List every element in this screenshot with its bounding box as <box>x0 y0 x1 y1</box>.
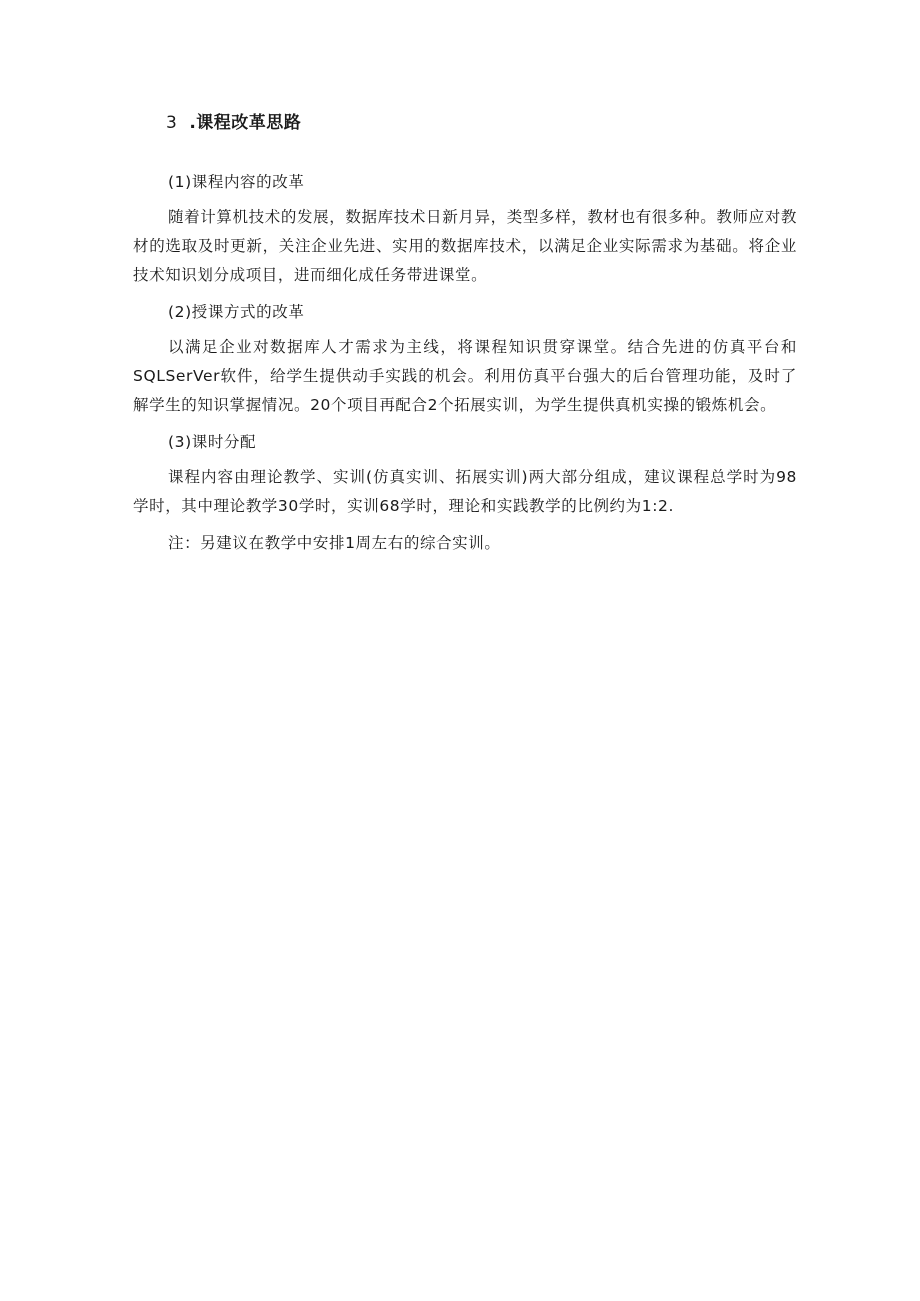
section-number: 3 <box>166 113 178 133</box>
subheading-teaching-method: (2)授课方式的改革 <box>168 303 305 321</box>
paragraph-note: 注：另建议在教学中安排1周左右的综合实训。 <box>168 534 501 552</box>
subheading-class-hours: (3)课时分配 <box>168 433 257 451</box>
paragraph-class-hours: 课程内容由理论教学、实训(仿真实训、拓展实训)两大部分组成，建议课程总学时为98学时，其中理论教学30学时，实训68学时，理论和实践教学的比例约为1:2. <box>133 468 797 515</box>
paragraph-teaching-method: 以满足企业对数据库人才需求为主线，将课程知识贯穿课堂。结合先进的仿真平台和SQLSerVer软件，给学生提供动手实践的机会。利用仿真平台强大的后台管理功能，及时了解学生的知识掌握情况。20个项目再配合2个拓展实训，为学生提供真机实操的锻炼机会。 <box>133 338 797 414</box>
subheading-course-content: (1)课程内容的改革 <box>168 173 305 191</box>
paragraph-course-content: 随着计算机技术的发展，数据库技术日新月异，类型多样，教材也有很多种。教师应对教材的选取及时更新，关注企业先进、实用的数据库技术，以满足企业实际需求为基础。将企业技术知识划分成项目，进而细化成任务带进课堂。 <box>133 208 797 284</box>
section-body <box>133 168 797 566</box>
section-title: .课程改革思路 <box>189 113 302 133</box>
section-heading <box>166 108 301 133</box>
